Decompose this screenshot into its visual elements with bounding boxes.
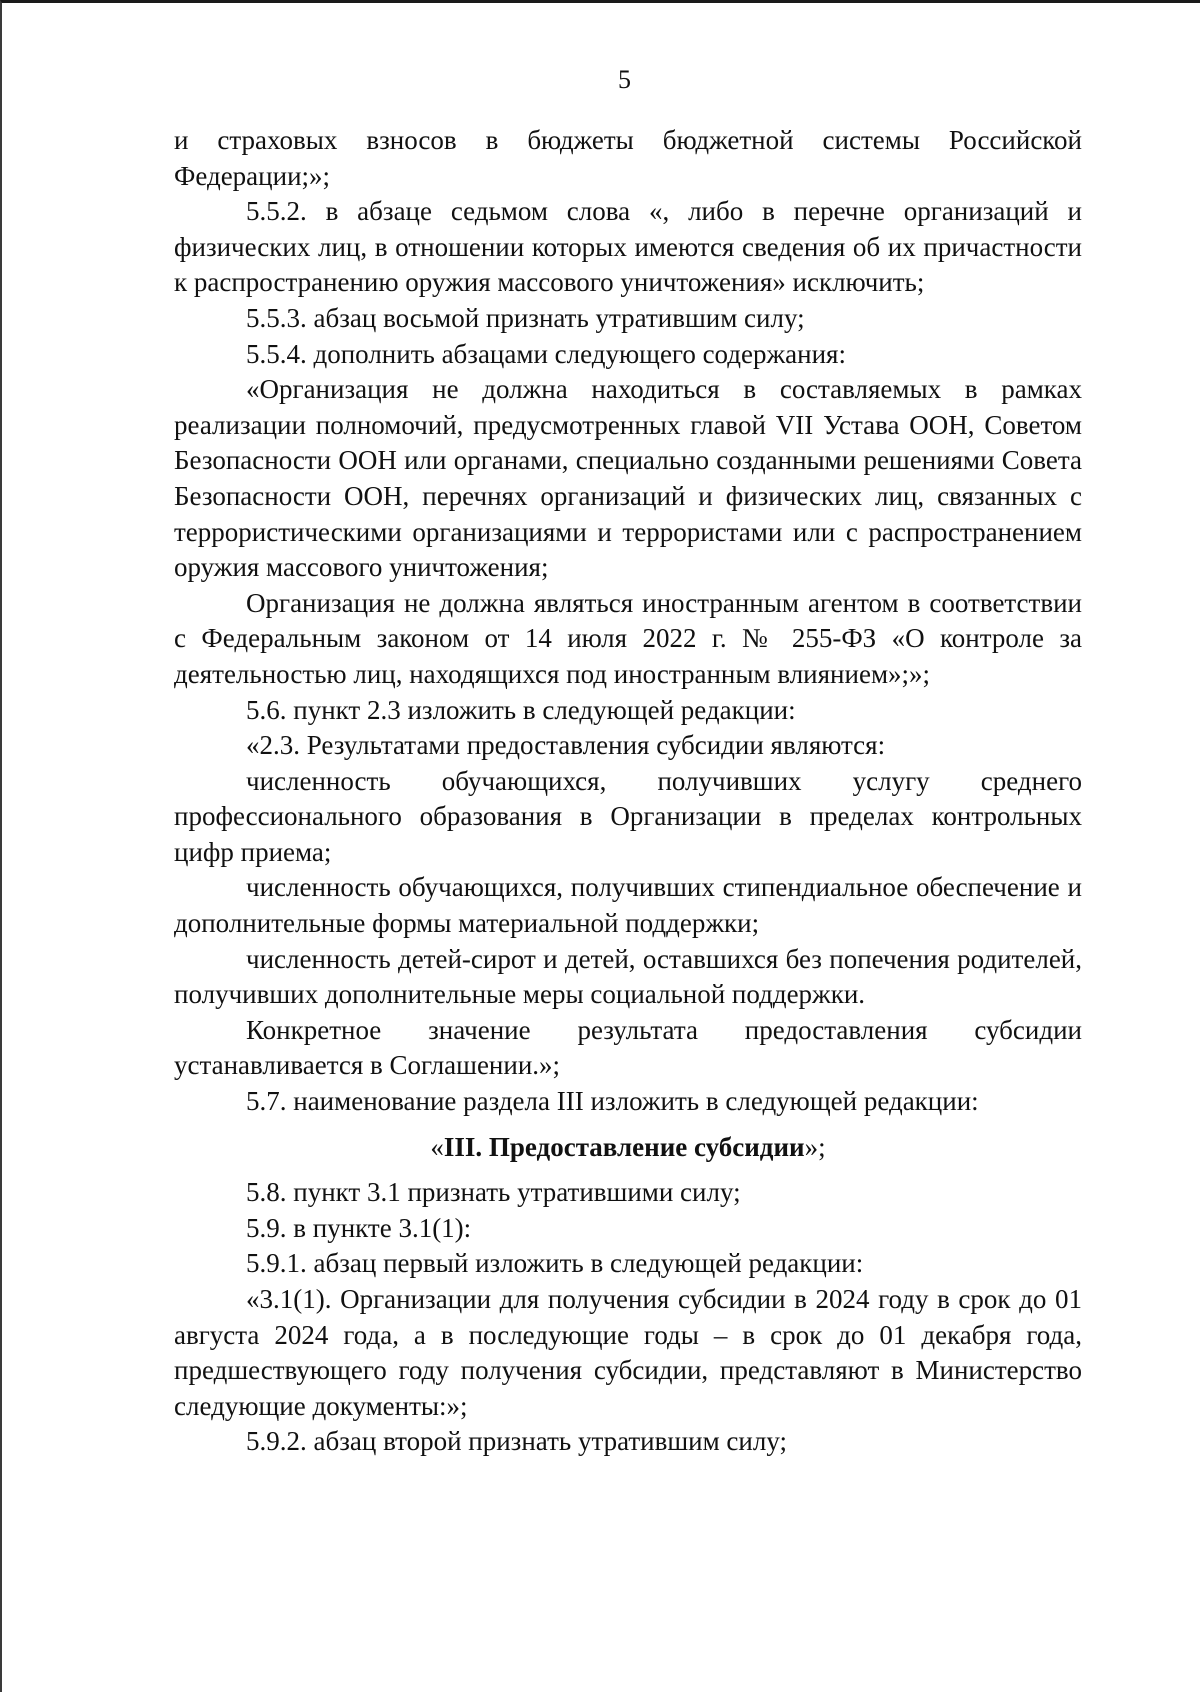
paragraph: 5.7. наименование раздела III изложить в следующей редакции: (246, 1086, 979, 1117)
paragraph: численность обучающихся, получивших услугу среднего профессионального образования в Организации в пределах контрольных цифр приема; (174, 765, 1082, 867)
paragraph: 5.9.1. абзац первый изложить в следующей редакции: (246, 1248, 864, 1279)
paragraph: 5.5.4. дополнить абзацами следующего содержания: (246, 338, 846, 369)
paragraph: численность детей-сирот и детей, оставшихся без попечения родителей, получивших дополнительные меры социальной поддержки. (174, 943, 1082, 1010)
paragraph: 5.9. в пункте 3.1(1): (246, 1212, 472, 1243)
paragraph: Организация не должна являться иностранным агентом в соответствии с Федеральным законом от 14 июля 2022 г. № 255-ФЗ «О контроле за деятельностью лиц, находящихся под иностранным влиянием»;»; (174, 587, 1082, 689)
paragraph: 5.8. пункт 3.1 признать утратившими силу; (246, 1177, 741, 1208)
heading-title: III. Предоставление субсидии (443, 1131, 805, 1162)
paragraph: «Организация не должна находиться в составляемых в рамках реализации полномочий, предусмотренных главой VII Устава ООН, Советом Безопасности ООН или органами, специально созданными решениями Совета Безопасности ООН, перечнях организаций и физических лиц, связанных с террористическими организациями и террористами или с распространением оружия массового уничтожения; (174, 374, 1082, 583)
paragraph: 5.5.2. в абзаце седьмом слова «, либо в перечне организаций и физических лиц, в отношении которых имеются сведения об их причастности к распространению оружия массового уничтожения» исключить; (174, 196, 1082, 298)
paragraph: 5.5.3. абзац восьмой признать утратившим силу; (246, 302, 805, 333)
paragraph: 5.6. пункт 2.3 изложить в следующей редакции: (246, 694, 796, 725)
paragraph: 5.9.2. абзац второй признать утратившим силу; (246, 1426, 787, 1457)
document-body (174, 123, 1082, 1460)
heading-close-quote: »; (804, 1131, 826, 1162)
paragraph: численность обучающихся, получивших стипендиальное обеспечение и дополнительные формы материальной поддержки; (174, 872, 1082, 939)
paragraph: «2.3. Результатами предоставления субсидии являются: (246, 730, 886, 761)
paragraph: «3.1(1). Организации для получения субсидии в 2024 году в срок до 01 августа 2024 года, а в последующие годы – в срок до 01 декабря года, предшествующего году получения субсидии, представляют в Министерство следующие документы:»; (174, 1284, 1082, 1421)
paragraph: Конкретное значение результата предоставления субсидии устанавливается в Соглашении.»; (174, 1014, 1082, 1081)
section-heading (174, 1130, 1082, 1166)
page-number: 5 (618, 65, 631, 94)
heading-open-quote: « (430, 1131, 444, 1162)
paragraph: и страховых взносов в бюджеты бюджетной системы Российской Федерации;»; (174, 125, 1082, 191)
